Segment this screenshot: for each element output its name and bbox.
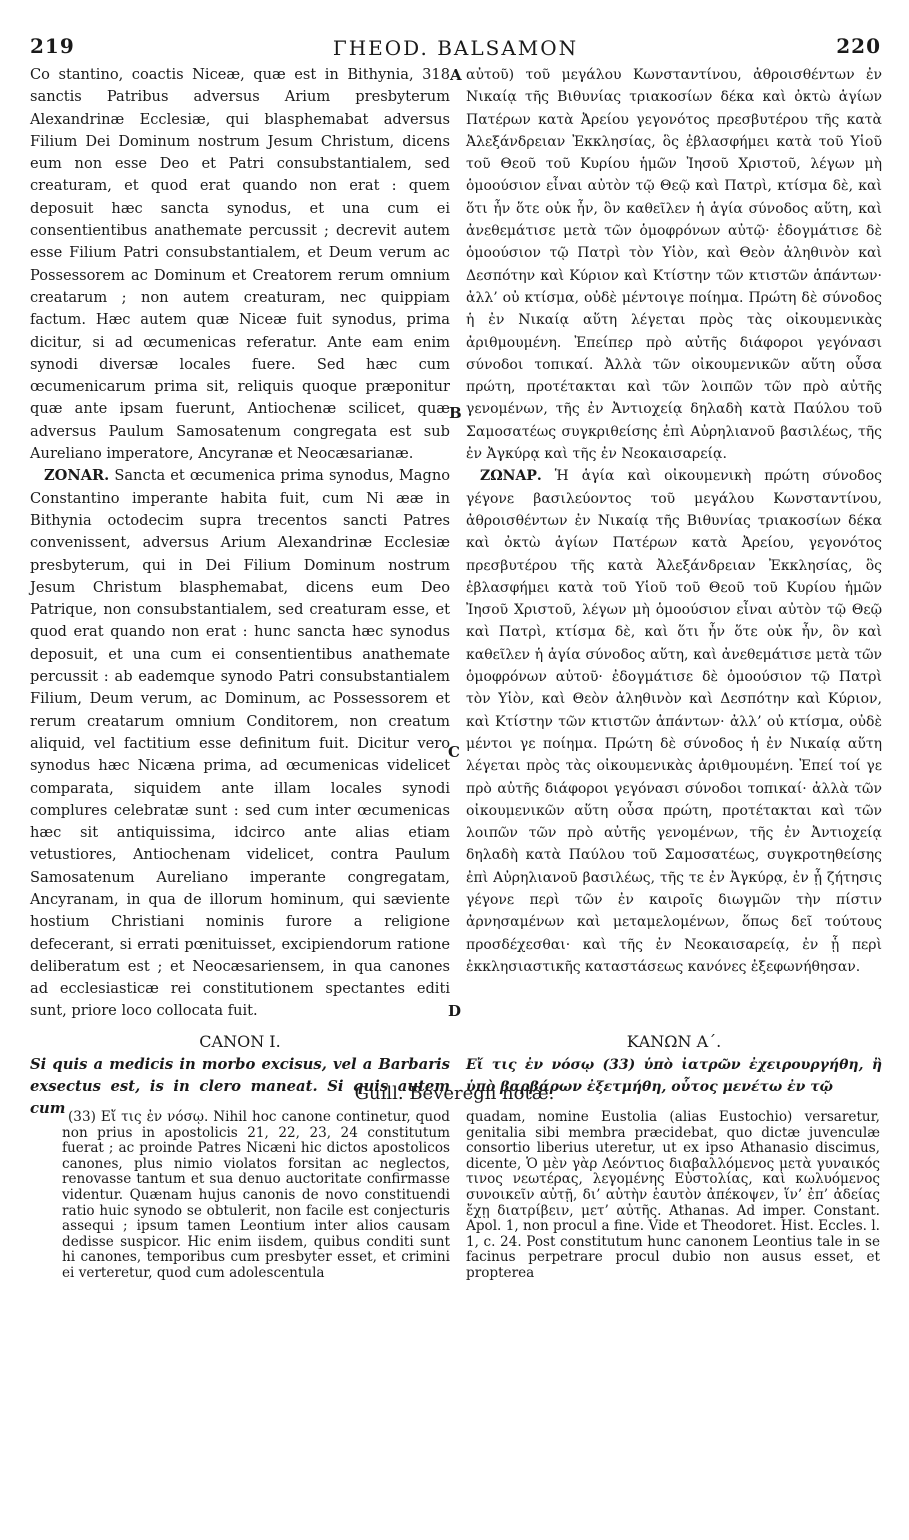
notes-left-text: (33) Εἴ τις ἐν νόσῳ. Nihil hoc canone continetur, quod non prius in apostolicis 21, 22, 23, 24 constitutum fuerat ; ac proinde Patres Nicæni hic dictos apostolicos canones, plus nimio violatos forsitan ac neglectos, renovasse tantum et sua denuo auctoritate confirmasse videntur. Quænam hujus canonis de novo constituendi ratio huic synodo se obtulerit, non facile est conjecturis assequi ; ipsum tamen Leontium inter alios causam dedisse suspicor. Hic enim iisdem, quibus conditi sunt hi canones, temporibus cum presbyter esset, et crimini ei verteretur, quod cum adolescentula xyxy=(62,1109,450,1281)
running-title: ΓΗΕΟD. BALSAMON xyxy=(332,36,579,60)
zonaras-label-greek: ΖΩΝΑΡ. xyxy=(480,468,542,485)
page-header xyxy=(30,34,881,64)
notes-left-column xyxy=(62,1110,450,1282)
notes-title: Guill. Beveregii notæ. xyxy=(354,1083,555,1104)
greek-column xyxy=(466,64,882,978)
greek-zonaras-paragraph xyxy=(466,465,882,978)
canon-latin-title: CANON I. xyxy=(199,1032,281,1051)
greek-balsamon-text: αὐτοῦ) τοῦ μεγάλου Κωνσταντίνου, ἀθροισθέντων ἐν Νικαίᾳ τῆς Βιθυνίας τριακοσίων δέκα καὶ ὀκτὼ ἁγίων Πατέρων κατὰ Ἀρείου γεγονότος πρεσβυτέρου τῆς κατὰ Ἀλεξάνδρειαν Ἐκκλησίας, ὃς ἐβλασφήμει κατὰ τοῦ Υἱοῦ τοῦ Θεοῦ τοῦ Κυρίου ἡμῶν Ἰησοῦ Χριστοῦ, λέγων μὴ ὁμοούσιον εἶναι αὐτὸν τῷ Θεῷ καὶ Πατρὶ, κτίσμα δὲ, καὶ ὅτι ἦν ὅτε οὐκ ἦν, ὃν καθεῖλεν ἡ ἁγία σύνοδος αὕτη, καὶ ἀνεθεμάτισε μετὰ τῶν ὁμοφρόνων αὐτῷ· ἐδογμάτισε δὲ ὁμοούσιον τῷ Πατρὶ τὸν Υἱὸν, καὶ Θεὸν ἀληθινὸν καὶ Δεσπότην καὶ Κύριον καὶ Κτίστην τῶν κτιστῶν ἁπάντων· ἀλλ’ οὐ κτίσμα, οὐδὲ μέντοιγε ποίημα. Πρώτη δὲ σύνοδος ἡ ἐν Νικαίᾳ αὕτη λέγεται πρὸς τὰς οἰκουμενικὰς ἀριθμουμένη. Ἐπείπερ πρὸ αὐτῆς διάφοροι γεγόνασι σύνοδοι τοπικαί. Ἀλλὰ τῶν οἰκουμενικῶν αὕτη οὖσα πρώτη, προτέτακται καὶ τῶν λοιπῶν τῶν πρὸ αὐτῆς γενομένων, τῆς ἐν Ἀντιοχείᾳ δηλαδὴ κατὰ Παύλου τοῦ Σαμοσατέως συγκριθείσης ἐπὶ Αὐρηλιανοῦ βασιλέως, τῆς ἐν Ἀγκύρᾳ καὶ τῆς ἐν Νεοκαισαρείᾳ. xyxy=(466,67,882,463)
notes-right-text: quadam, nomine Eustolia (alias Eustochio) versaretur, genitalia sibi membra præcidebat, quo dictæ juvenculæ consortio liberius uteretur, ut ex ipso Athanasio discimus, dicente, Ὁ μὲν γὰρ Λεόντιος διαβαλλόμενος μετὰ γυναικός τινος νεωτέρας, λεγομένης Εὐστολίας, καὶ κωλυόμενος συνοικεῖν αὐτῇ, δι’ αὐτὴν ἑαυτὸν ἀπέκοψεν, ἵν’ ἐπ’ ἀδείας ἔχῃ διατρίβειν, μετ’ αὐτῆς. Athanas. Ad imper. Constant. Apol. 1, non procul a fine. Vide et Theodoret. Hist. Eccles. l. 1, c. 24. Post constitutum hunc canonem Leontius tale in se facinus perpetrare procul dubio non ausus esset, et propterea xyxy=(466,1109,880,1281)
section-marker-d: D xyxy=(448,1002,462,1020)
canon-latin-text: Si quis a medicis in morbo excisus, vel a Barbaris exsectus est, is in clero maneat. Si quis autem cum xyxy=(30,1056,450,1117)
section-marker-b: B xyxy=(449,404,462,422)
latin-column xyxy=(30,64,450,1023)
page-number-right: 220 xyxy=(836,34,881,58)
zonaras-label-latin: ZONAR. xyxy=(44,467,110,485)
latin-zonaras-paragraph xyxy=(30,465,450,1022)
canon-greek-title: ΚΑΝΩΝ Α΄. xyxy=(626,1032,722,1051)
section-marker-a: A xyxy=(450,66,462,84)
page-number-left: 219 xyxy=(30,34,75,58)
section-marker-c: C xyxy=(448,743,460,761)
canon-greek-text: Εἴ τις ἐν νόσῳ (33) ὑπὸ ἰατρῶν ἐχειρουργήθη, ἢ ὑπὸ βαρβάρων ἐξετμήθη, οὗτος μενέτω ἐν τῷ xyxy=(466,1057,882,1095)
greek-zonaras-text: Ἡ ἁγία καὶ οἰκουμενικὴ πρώτη σύνοδος γέγονε βασιλεύοντος τοῦ μεγάλου Κωνσταντίνου, ἀθροισθέντων ἐν Νικαίᾳ τῆς Βιθυνίας τριακοσίων δέκα καὶ ὀκτὼ ἁγίων Πατέρων κατὰ Ἀρείου, γεγονότος πρεσβυτέρου τῆς κατὰ Ἀλεξάνδρειαν Ἐκκλησίας, ὃς ἐβλασφήμει κατὰ τοῦ Υἱοῦ τοῦ Θεοῦ τοῦ Κυρίου ἡμῶν Ἰησοῦ Χριστοῦ, λέγων μὴ ὁμοούσιον εἶναι αὐτὸν τῷ Θεῷ καὶ Πατρὶ, κτίσμα δὲ, καὶ ὅτι ἦν ὅτε οὐκ ἦν, ὃν καὶ καθεῖλεν ἡ ἁγία σύνοδος αὕτη, καὶ ἀνεθεμάτισε μετὰ τῶν ὁμοφρόνων αὐτοῦ· ἐδογμάτισε δὲ ὁμοούσιον τῷ Πατρὶ τὸν Υἱὸν, καὶ Θεὸν ἀληθινὸν καὶ Δεσπότην καὶ Κύριον, καὶ Κτίστην τῶν κτιστῶν ἁπάντων· ἀλλ’ οὐ κτίσμα, οὐδὲ μέντοι γε ποίημα. Πρώτη δὲ σύνοδος ἡ ἐν Νικαίᾳ αὕτη λέγεται πρὸς τὰς οἰκουμενικὰς ἀριθμουμένη. Ἐπεί τοί γε πρὸ αὐτῆς διάφοροι γεγόνασι σύνοδοι τοπικαί· ἀλλὰ τῶν οἰκουμενικῶν αὕτη οὖσα πρώτη, προτέτακται καὶ τῶν λοιπῶν τῶν πρὸ αὐτῆς γενομένων, τῆς ἐν Ἀντιοχείᾳ δηλαδὴ κατὰ Παύλου τοῦ Σαμοσατέως, συγκροτηθείσης ἐπὶ Αὐρηλιανοῦ βασιλέως, τῆς τε ἐν Ἀγκύρᾳ, ἐν ᾗ ζήτησις γέγονε περὶ τῶν ἐν καιροῖς διωγμῶν τὴν πίστιν ἀρνησαμένων καὶ μεταμελομένων, ὅπως δεῖ τούτους προσδέχεσθαι· καὶ τῆς ἐν Νεοκαισαρείᾳ, ἐν ᾗ περὶ ἐκκλησιαστικῆς καταστάσεως κανόνες ἐξεφωνήθησαν. xyxy=(466,468,883,975)
latin-zonaras-text: Sancta et œcumenica prima synodus, Magno Constantino imperante habita fuit, cum Ni ææ in Bithynia octodecim supra trecentos sancti Patres convenissent, adversus Arium Alexandrinæ Ecclesiæ presbyterum, qui in Dei Filium Dominum nostrum Jesum Christum blasphemabat, dicens eum Deo Patrique, non consubstantialem, sed creaturam esse, et quod erat quando non erat : hunc sancta hæc synodus deposuit, et una cum ei consentientibus anathemate percussit : ab eademque synodo Patri consubstantialem Filium, Deum verum, ac Dominum, ac Possessorem et rerum creatarum omnium Conditorem, non creatum aliquid, vel factitium esse definitum fuit. Dicitur vero synodus hæc Nicæna prima, ad œcumenicas videlicet comparata, siquidem ante illam locales synodi complures celebratæ sunt : sed cum inter œcumenicas hæc sit antiquissima, idcirco ante alias etiam vetustiores, Antiochenam videlicet, contra Paulum Samosatenum Aureliano imperante congregatam, Ancyranam, in qua de illorum hominum, qui sæviente hostium Christiani nominis furore a religione defecerant, si errati pœnituisset, excipiendorum ratione deliberatum est ; et Neocæsariensem, in qua canones ad ecclesiasticæ rei constitutionem spectantes editi sunt, priore loco collocata fuit. xyxy=(30,467,451,1020)
notes-right-column xyxy=(466,1110,880,1282)
latin-balsamon-text: Co stantino, coactis Niceæ, quæ est in Bithynia, 318 sanctis Patribus adversus Arium presbyterum Alexandrinæ Ecclesiæ, qui blasphemabat adversus Filium Dei Dominum nostrum Jesum Christum, dicens eum non esse Deo et Patri consubstantialem, sed creaturam, et quod erat quando non erat : quem deposuit hæc sancta synodus, et una cum ei consentientibus anathemate percussit ; decrevit autem esse Filium Patri consubstantialem, et Deum verum ac Possessorem ac Dominum et Creatorem rerum omnium creatarum ; non autem creaturam, nec quippiam factum. Hæc autem quæ Niceæ fuit synodus, prima dicitur, si ad œcumenicas referatur. Ante eam enim synodi diversæ locales fuere. Sed hæc cum œcumenicarum prima sit, reliquis quoque præponitur quæ ante ipsam fuerunt, Antiochenæ scilicet, quæ adversus Paulum Samosatenum congregata est sub Aureliano imperatore, Ancyranæ et Neocæsarianæ. xyxy=(30,66,450,463)
